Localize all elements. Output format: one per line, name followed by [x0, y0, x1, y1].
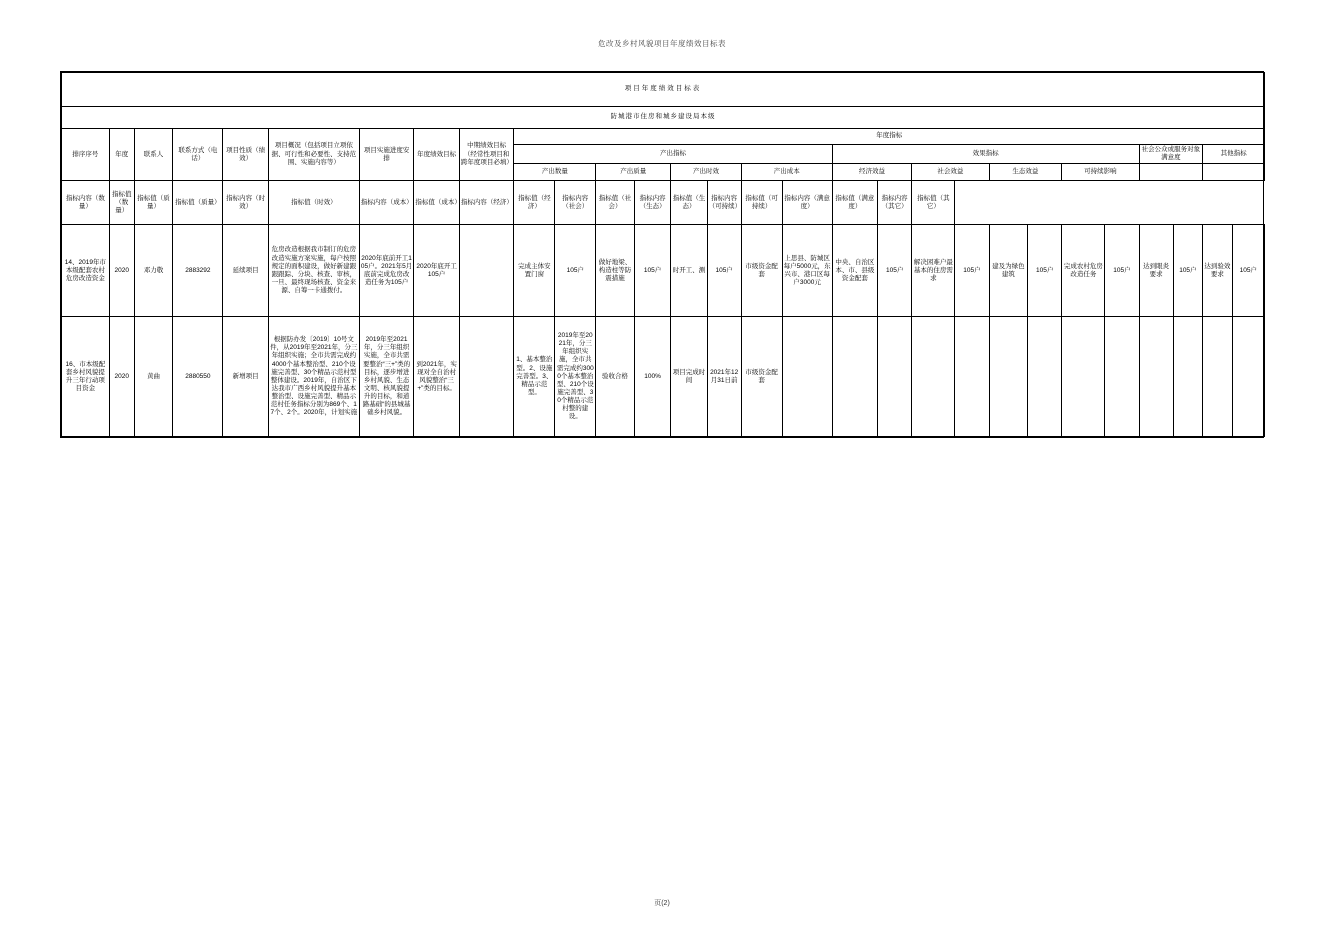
col-header-qty-value: 指标值（数量）: [109, 181, 134, 225]
col-header-social-value: 指标值（社会）: [596, 181, 635, 225]
cell-ecological-name: 建及为绿色建筑: [989, 225, 1028, 317]
col-header-ecological-name: 指标内容（生态）: [634, 181, 670, 225]
cell-contact: 黄曲: [134, 317, 173, 437]
cell-satisfaction-name: 达到眼炎要求: [1139, 225, 1173, 317]
cell-social-name: 解决困难户最基本的住房需求: [912, 225, 955, 317]
cell-cost-name: 市级资金配套: [741, 225, 782, 317]
cell-time-name: 时开工、测: [671, 225, 707, 317]
cell-economic-value: 105户: [878, 225, 912, 317]
cell-time-value: 105户: [707, 225, 741, 317]
cell-time-value: 2021年12月31日前: [707, 317, 741, 437]
subgroup-social: 社会效益: [912, 164, 989, 181]
col-header-economic-value: 指标值（经济）: [514, 181, 555, 225]
col-header-overview: 项目概况（包括项目立项依据、可行性和必要性、支持范围、实施内容等）: [268, 129, 359, 181]
col-header-sustainable-name: 指标内容（可持续）: [707, 181, 741, 225]
cell-sustainable-value: 105户: [1105, 225, 1139, 317]
col-header-phone: 联系方式（电话）: [173, 129, 223, 181]
subgroup-output-cost: 产出成本: [741, 164, 832, 181]
running-header: 危改及乡村风貌项目年度绩效目标表: [598, 39, 726, 48]
col-header-mid-target: 中期绩效目标（经常性项目和跨年度项目必填）: [459, 129, 514, 181]
subgroup-other-spacer: [1203, 164, 1265, 181]
cell-phone: 2880550: [173, 317, 223, 437]
col-header-ecological-value: 指标值（生态）: [671, 181, 707, 225]
cell-schedule: 2020年底前开工105户。2021年5月底前完成危房改造任务为105户: [359, 225, 414, 317]
sheet-title-row: [62, 73, 1265, 107]
group-header-public-satisfaction: 社会公众或服务对象满意度: [1139, 145, 1203, 164]
col-header-qty-name: 指标内容（数量）: [62, 181, 110, 225]
cell-year: 2020: [109, 225, 134, 317]
cell-other-name: 达到验效要求: [1203, 225, 1233, 317]
cell-phone: 2883292: [173, 225, 223, 317]
subgroup-sustainable: 可持续影响: [1062, 164, 1139, 181]
cell-sustainable-value: [1105, 317, 1139, 437]
performance-target-table: [61, 72, 1265, 437]
col-header-schedule: 项目实施进度安排: [359, 129, 414, 181]
col-header-nature: 项目性质（绩效）: [223, 129, 268, 181]
cell-satisfaction-value: [1173, 317, 1203, 437]
cell-qty-value: 2019年至2021年，分三年组织实施，全市共需完成约3000个基本整治型、210个设施完善型、30个精品示范村整的建设。: [555, 317, 596, 437]
cell-nature: 新增项目: [223, 317, 268, 437]
cell-quality-value: 105户: [634, 225, 670, 317]
col-header-other-name: 指标内容（其它）: [878, 181, 912, 225]
cell-other-name: [1203, 317, 1233, 437]
cell-other-value: [1232, 317, 1264, 437]
table-row: [62, 225, 1265, 317]
cell-satisfaction-value: 105户: [1173, 225, 1203, 317]
subgroup-ecological: 生态效益: [989, 164, 1062, 181]
cell-cost-name: 市级资金配套: [741, 317, 782, 437]
col-header-cost-value: 指标值（成本）: [414, 181, 459, 225]
cell-qty-name: 1、基本整治型。2、设施完善型。3、精品示范型。: [514, 317, 555, 437]
cell-satisfaction-name: [1139, 317, 1173, 437]
subgroup-output-qty: 产出数量: [514, 164, 596, 181]
col-header-contact: 联系人: [134, 129, 173, 181]
cell-ecological-name: [989, 317, 1028, 437]
col-header-time-value: 指标值（时效）: [268, 181, 359, 225]
col-header-year: 年度: [109, 129, 134, 181]
col-header-quality-value: 指标值（质量）: [173, 181, 223, 225]
group-header-output: 产出指标: [514, 145, 832, 164]
cell-seq: 14、2019年市本级配套农村危房改造资金: [62, 225, 110, 317]
group-header-benefit: 效果指标: [832, 145, 1139, 164]
cell-qty-name: 完成主体安置门窗: [514, 225, 555, 317]
cell-sustainable-name: 完成农村危房改造任务: [1062, 225, 1105, 317]
col-header-other-value: 指标值（其它）: [912, 181, 955, 225]
col-header-quality-name: 指标值（质量）: [134, 181, 173, 225]
group-header-row-1: [62, 129, 1265, 145]
cell-economic-name: [832, 317, 877, 437]
cell-ecological-value: 105户: [1028, 225, 1062, 317]
group-header-other: 其他指标: [1203, 145, 1265, 164]
cell-mid-target: [459, 225, 514, 317]
cell-qty-value: 105户: [555, 225, 596, 317]
cell-nature: 延续项目: [223, 225, 268, 317]
subgroup-economic: 经济效益: [832, 164, 912, 181]
cell-social-name: [912, 317, 955, 437]
org-subtitle: 防城港市住房和城乡建设局本级: [62, 107, 1265, 129]
cell-quality-name: 做好地梁、构造柱等防震措施: [596, 225, 635, 317]
cell-seq: 16、市本级配套乡村风貌提升三年行动项目资金: [62, 317, 110, 437]
cell-overview: 危房改造根据我市制订的危房改造实施方案实施，每户按照规定的面积建设，做好新建跟跟跟踪、分块、核查、审核，一旦、最终现场核查、资金来源、自筹一卡通拨付。: [268, 225, 359, 317]
group-header-annual: 年度指标: [514, 129, 1265, 145]
col-header-annual-target: 年度绩效目标: [414, 129, 459, 181]
col-header-social-name: 指标内容（社会）: [555, 181, 596, 225]
cell-schedule: 2019年至2021年，分三年组织实施，全市共需要整治“三+”类的目标，逐步增进乡村风貌、生态文明、核风貌提升的目标，和道路基础“的县城基础乡村风貌。: [359, 317, 414, 437]
cell-overview: 根据防办发〔2019〕10号文件，从2019年至2021年，分三年组织实施；全市共需完成约4000个基本整治型、210个设施完善型、30个精品示范村型整体建设。2019年，自治区下达我市广西乡村风貌提升基本整治型、设施完善型、精品示范村任务指标分别为869个、17个、2个。2020年，计划实施: [268, 317, 359, 437]
cell-contact: 邓力敬: [134, 225, 173, 317]
col-header-satisfaction-name: 指标内容（满意度）: [782, 181, 832, 225]
cell-economic-name: 中央、自治区本、市、县级资金配套: [832, 225, 877, 317]
col-header-time-name: 指标内容（时效）: [223, 181, 268, 225]
subgroup-output-quality: 产出质量: [596, 164, 671, 181]
cell-economic-value: [878, 317, 912, 437]
col-header-sustainable-value: 指标值（可持续）: [741, 181, 782, 225]
subgroup-output-time: 产出时效: [671, 164, 741, 181]
cell-year: 2020: [109, 317, 134, 437]
cell-annual-target: 2020年底开工105户: [414, 225, 459, 317]
col-header-seq: 排序序号: [62, 129, 110, 181]
cell-cost-value: 上思县、防城区每户5000元，东兴市、港口区每户3000元: [782, 225, 832, 317]
cell-other-value: 105户: [1232, 225, 1264, 317]
col-header-cost-name: 指标内容（成本）: [359, 181, 414, 225]
cell-social-value: [955, 317, 989, 437]
page-title: 项目年度绩效目标表: [62, 73, 1265, 107]
cell-quality-value: 100%: [634, 317, 670, 437]
cell-annual-target: 到2021年，实现对全自治村风貌整治“三+”类的目标。: [414, 317, 459, 437]
col-header-economic-name: 指标内容（经济）: [459, 181, 514, 225]
cell-sustainable-name: [1062, 317, 1105, 437]
table-row: [62, 317, 1265, 437]
cell-time-name: 项目完成时间: [671, 317, 707, 437]
performance-target-sheet: [60, 71, 1264, 438]
cell-ecological-value: [1028, 317, 1062, 437]
cell-quality-name: 验收合格: [596, 317, 635, 437]
subgroup-public-spacer: [1139, 164, 1203, 181]
sheet-subtitle-row: [62, 107, 1265, 129]
cell-mid-target: [459, 317, 514, 437]
cell-social-value: 105户: [955, 225, 989, 317]
cell-cost-value: [782, 317, 832, 437]
leaf-header-row: [62, 181, 1265, 225]
page-footer: 页(2): [654, 900, 670, 907]
col-header-satisfaction-value: 指标值（满意度）: [832, 181, 877, 225]
